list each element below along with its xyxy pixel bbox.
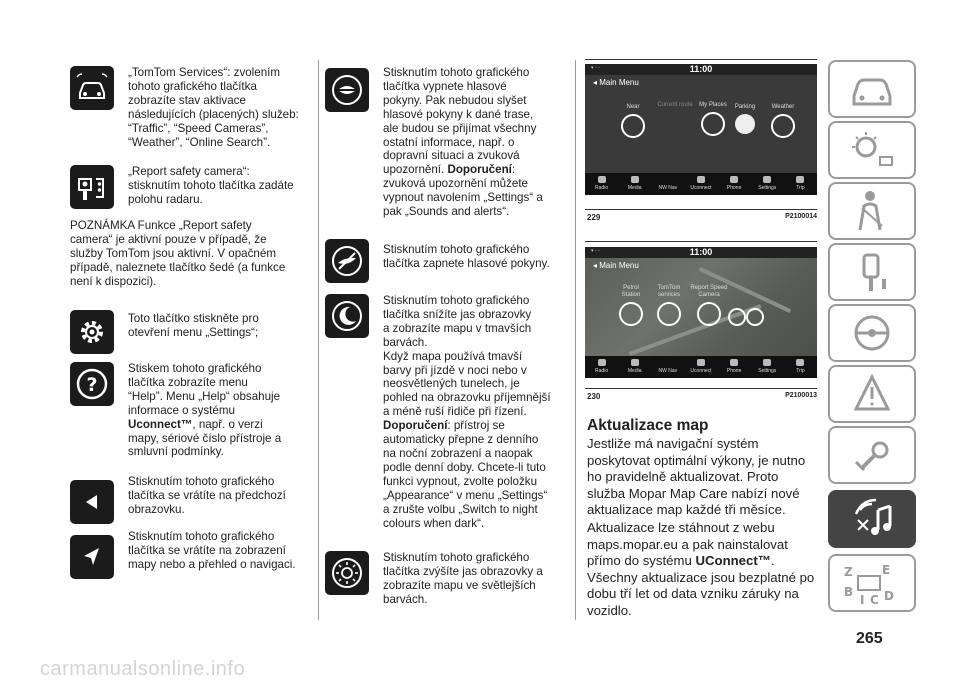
tab-maintenance[interactable]	[828, 426, 916, 484]
text-line: „Appearance“ v menu „Settings“	[383, 488, 548, 502]
text-line: barvách.	[383, 592, 428, 606]
text-line: polohu radaru.	[128, 192, 203, 206]
text-line	[587, 553, 819, 570]
dock-trip[interactable]	[784, 356, 817, 378]
settings-button[interactable]	[727, 305, 747, 326]
dock-trip[interactable]	[784, 173, 817, 195]
status-text: ▾ ◦ ◦	[591, 248, 600, 254]
menu-title: ◂ Main Menu	[593, 78, 639, 87]
voice-on-icon	[325, 239, 369, 283]
text-span: přímo do systému	[587, 553, 696, 569]
button-label: My Places	[699, 102, 727, 108]
text-line: stisknutím tohoto tlačítka zadáte	[128, 178, 294, 192]
safety-camera-icon	[70, 165, 114, 209]
tab-multimedia[interactable]	[828, 490, 916, 548]
figure-rule	[585, 59, 817, 60]
section-heading: Aktualizace map	[587, 417, 709, 434]
text-span: .	[770, 553, 775, 569]
text-line: ho pravidelně aktualizovat. Proto	[587, 469, 779, 485]
dock-media[interactable]	[618, 356, 651, 378]
tab-emergency[interactable]	[828, 365, 916, 423]
phone-icon	[730, 359, 738, 366]
report-speed-camera-button[interactable]	[685, 285, 733, 326]
text-line: hlasové pokyny k dané trase,	[383, 107, 534, 121]
text-line: zvuková upozornění můžete	[383, 177, 529, 191]
tomtom-services-button[interactable]	[649, 285, 689, 326]
text-line: podle denní doby. Chcete-li tuto	[383, 460, 546, 474]
svg-text:C: C	[870, 593, 879, 607]
svg-text:I: I	[860, 593, 865, 607]
gear-icon	[763, 176, 771, 183]
uconnect-icon	[697, 176, 705, 183]
svg-text:D: D	[884, 589, 894, 603]
text-line: otevření menu „Settings“;	[128, 325, 259, 339]
text-line: smluvní podmínky.	[128, 445, 224, 459]
text-line: neosvětlených tunelech, je	[383, 377, 520, 391]
text-line: pohled na obrazovku příjemnější	[383, 391, 551, 405]
dock-radio[interactable]	[585, 356, 618, 378]
button-label: Weather	[771, 104, 795, 110]
bottom-dock	[585, 173, 817, 195]
figure-number: 230	[587, 392, 601, 401]
text-line: následujících (placených) služeb:	[128, 107, 299, 121]
text-line: poskytovat optimální výkony, je nutno	[587, 452, 806, 468]
text-line: camera“ je aktivní pouze v případě, že	[70, 232, 267, 246]
paragraph	[587, 520, 819, 620]
text-line: informace o systému	[128, 403, 235, 417]
column-divider	[318, 60, 319, 620]
fuel-icon	[619, 302, 643, 326]
button-label: Parking	[734, 104, 756, 110]
clock: 11:00	[689, 247, 713, 257]
text-line: služba Mopar Map Care nabízí nové	[587, 485, 800, 501]
dock-phone[interactable]	[718, 173, 751, 195]
dock-label: Settings	[758, 368, 777, 374]
text-line: automaticky přepne z denního	[383, 433, 539, 447]
nav-icon	[664, 176, 672, 183]
moon-icon	[325, 294, 369, 338]
recommendation-bold: Doporučení	[383, 419, 448, 433]
text-line: mapy nebo a přehled o navigaci.	[128, 557, 296, 571]
music-note-icon	[830, 492, 914, 546]
watermark: carmanualsonline.info	[40, 658, 246, 680]
text-line: a zrušte volbu „Switch to night	[383, 502, 538, 516]
uconnect-bold: Uconnect™	[128, 417, 193, 431]
text-line: Stisknutím tohoto grafického	[383, 66, 530, 79]
text-line: Aktualizace lze stáhnout z webu	[587, 520, 775, 535]
dock-nav[interactable]	[651, 173, 684, 195]
wrench-icon	[830, 428, 914, 482]
text-line: Toto tlačítko stiskněte pro	[128, 312, 259, 325]
radio-icon	[598, 176, 606, 183]
dock-label: Radio	[595, 185, 609, 191]
text-line: tlačítka se vrátíte na zobrazení	[128, 543, 286, 557]
nav-icon	[664, 359, 672, 366]
navigation-arrow-icon	[70, 535, 114, 579]
text-line: a méně ruší řidiče při řízení.	[383, 405, 527, 419]
uconnect-icon	[697, 359, 705, 366]
text-line: tlačítka zvýšíte jas obrazovky a	[383, 564, 543, 578]
text-line: dopravní situaci a zvuková	[383, 149, 520, 163]
dock-label: Trip	[796, 368, 805, 374]
gear-icon	[70, 310, 114, 354]
text-line: Stisknutím tohoto grafického	[128, 530, 275, 543]
dock-label: Phone	[726, 185, 742, 191]
figure-rule	[585, 388, 817, 389]
car-icon	[796, 359, 804, 366]
text-line: pak „Sounds and alerts“.	[383, 205, 510, 219]
search-icon	[621, 114, 645, 138]
warning-light-icon	[830, 123, 914, 177]
dock-media[interactable]	[618, 173, 651, 195]
text-line: „Report safety camera“:	[128, 165, 250, 178]
text-line: tohoto grafického tlačítka	[128, 79, 257, 93]
mute-voice-icon	[325, 68, 369, 112]
text-line: Všechny aktualizace jsou bezplatné po	[587, 569, 815, 585]
dock-nav[interactable]	[651, 356, 684, 378]
seatbelt-icon	[830, 184, 914, 238]
text-line: „TomTom Services“: zvolením	[128, 66, 281, 79]
text-span: :	[511, 163, 516, 177]
dock-settings[interactable]	[751, 173, 784, 195]
menu-title-text: Main Menu	[599, 78, 639, 87]
car-services-icon	[657, 302, 681, 326]
text-line: tlačítka se vrátíte na předchozí	[128, 488, 286, 502]
svg-text:B: B	[844, 585, 854, 599]
button-label: Petrol Station	[621, 285, 641, 298]
text-line: pokyny. Pak nebudou slyšet	[383, 93, 527, 107]
figure-code: P2100014	[785, 213, 817, 220]
text-line: zobrazíte mapu ve světlejších	[383, 578, 536, 592]
dock-settings[interactable]	[751, 356, 784, 378]
dock-label: Uconnect	[690, 368, 712, 374]
tab-vehicle[interactable]	[828, 60, 916, 118]
screenshot-main-menu	[585, 64, 817, 195]
text-line: služby TomTom jsou aktivní. V opačném	[70, 246, 276, 260]
text-line: ostatní informace, např. o	[383, 135, 515, 149]
safety-camera-icon	[697, 302, 721, 326]
clock: 11:00	[689, 64, 713, 74]
media-icon	[631, 359, 639, 366]
button-label: Current route	[657, 102, 693, 108]
weather-icon	[771, 114, 795, 138]
text-line: barvy při jízdě v noci nebo v	[383, 363, 527, 377]
dock-phone[interactable]	[718, 356, 751, 378]
phone-icon	[730, 176, 738, 183]
text-span: : přístroj se	[447, 419, 505, 433]
text-line: funkci vypnout, zvolte položku	[383, 474, 538, 488]
bottom-dock	[585, 356, 817, 378]
text-line: ale budou se přijímat všechny	[383, 121, 537, 135]
radio-icon	[598, 359, 606, 366]
figure-rule	[585, 209, 817, 210]
emergency-icon	[830, 367, 914, 421]
sun-icon	[325, 551, 369, 595]
recommendation-bold: Doporučení	[447, 163, 512, 177]
media-icon	[631, 176, 639, 183]
menu-title-text: Main Menu	[599, 261, 639, 270]
text-line	[383, 419, 565, 433]
tab-starting[interactable]	[828, 243, 916, 301]
dock-label: Uconnect	[690, 185, 712, 191]
dock-uconnect[interactable]	[684, 173, 717, 195]
text-line: na noční zobrazení a naopak	[383, 446, 533, 460]
dock-label: NW Nav	[658, 368, 678, 374]
paragraph	[587, 436, 819, 519]
near-button[interactable]	[615, 104, 651, 138]
text-line: a zobrazíte mapu v tmavších	[383, 321, 532, 335]
figure-rule	[585, 241, 817, 242]
text-line	[128, 418, 310, 432]
uconnect-bold: UConnect™	[695, 553, 771, 569]
note-paragraph	[70, 219, 315, 289]
dock-label: NW Nav	[658, 185, 678, 191]
svg-text:Z: Z	[844, 565, 853, 579]
text-line: vozidlo.	[587, 602, 632, 618]
tab-dashboard[interactable]	[828, 121, 916, 179]
text-line: tlačítka snížíte jas obrazovky	[383, 307, 532, 321]
help-button[interactable]	[745, 305, 765, 326]
page-number: 265	[856, 630, 883, 647]
text-line: tlačítka zobrazíte menu	[128, 375, 248, 389]
svg-text:?: ?	[86, 374, 98, 396]
text-line: POZNÁMKA Funkce „Report safety	[70, 219, 252, 232]
button-label: Report Speed Camera	[690, 285, 728, 298]
text-line: colours when dark“.	[383, 516, 485, 530]
text-line: maps.mopar.eu a pak nainstalovat	[587, 536, 788, 552]
text-line: tlačítka vypnete hlasové	[383, 79, 507, 93]
text-line: Jestliže má navigační systém	[587, 436, 759, 451]
text-line: “Traffic”, “Speed Cameras”,	[128, 121, 269, 135]
menu-title: ◂ Main Menu	[593, 261, 639, 270]
text-line: dobu tří let od data vzniku záruky na	[587, 586, 799, 602]
back-icon	[70, 480, 114, 524]
figure-code: P2100013	[785, 392, 817, 399]
figure-number: 229	[587, 213, 601, 222]
help-icon	[746, 308, 764, 326]
dock-label: Phone	[726, 368, 742, 374]
help-icon	[70, 362, 114, 406]
status-text: ▾ ◦ ◦	[591, 65, 600, 71]
current-route-button[interactable]	[655, 102, 695, 109]
gear-icon	[728, 308, 746, 326]
tab-index[interactable]	[828, 554, 916, 612]
index-letters-icon	[830, 556, 914, 610]
screenshot-map-menu	[585, 247, 817, 378]
dock-label: Radio	[595, 368, 609, 374]
text-line: není k dispozici).	[70, 274, 157, 288]
svg-text:E: E	[882, 563, 891, 577]
text-line: zobrazíte stav aktivace	[128, 93, 246, 107]
button-label: Near	[626, 104, 640, 110]
dock-uconnect[interactable]	[684, 356, 717, 378]
weather-button[interactable]	[761, 104, 805, 138]
parking-button[interactable]	[725, 104, 765, 134]
text-line: “Help”. Menu „Help“ obsahuje	[128, 389, 281, 403]
text-line: barvách.	[383, 335, 428, 349]
text-line: Když mapa používá tmavší	[383, 349, 523, 363]
text-line: případě, naleznete tlačítko šedé (a funkce	[70, 260, 286, 274]
parking-icon	[735, 114, 755, 134]
dock-label: Settings	[758, 185, 777, 191]
dock-radio[interactable]	[585, 173, 618, 195]
car-front-icon	[830, 62, 914, 116]
dock-label: Media	[627, 368, 642, 374]
button-label: TomTom services	[657, 285, 681, 298]
text-line: mapy, sériové číslo přístroje a	[128, 431, 282, 445]
steering-wheel-icon	[830, 306, 914, 360]
car-icon	[796, 176, 804, 183]
text-line: Stisknutím tohoto grafického	[383, 243, 530, 256]
text-line: obrazovku.	[128, 502, 185, 516]
car-services-icon	[70, 66, 114, 110]
dock-label: Trip	[796, 185, 805, 191]
column-divider	[575, 60, 576, 620]
text-line: tlačítka zapnete hlasové pokyny.	[383, 256, 550, 270]
text-line: Stisknutím tohoto grafického	[128, 475, 275, 488]
petrol-station-button[interactable]	[613, 285, 649, 326]
gear-icon	[763, 359, 771, 366]
text-line: Stisknutím tohoto grafického	[383, 294, 530, 307]
tab-driving[interactable]	[828, 304, 916, 362]
text-line	[383, 163, 565, 177]
text-line: Stiskem tohoto grafického	[128, 362, 262, 375]
key-icon	[830, 245, 914, 299]
text-span: , např. o verzi	[192, 417, 263, 431]
text-span: upozornění.	[383, 163, 448, 177]
text-line: aktualizace map každé tři měsíce.	[587, 502, 786, 518]
text-line: “Weather”, “Online Search”.	[128, 135, 271, 149]
dock-label: Media	[627, 185, 642, 191]
flag-icon	[701, 112, 725, 136]
text-line: vypnout navolením „Settings“ a	[383, 191, 543, 205]
tab-safety[interactable]	[828, 182, 916, 240]
text-line: Stisknutím tohoto grafického	[383, 551, 530, 564]
